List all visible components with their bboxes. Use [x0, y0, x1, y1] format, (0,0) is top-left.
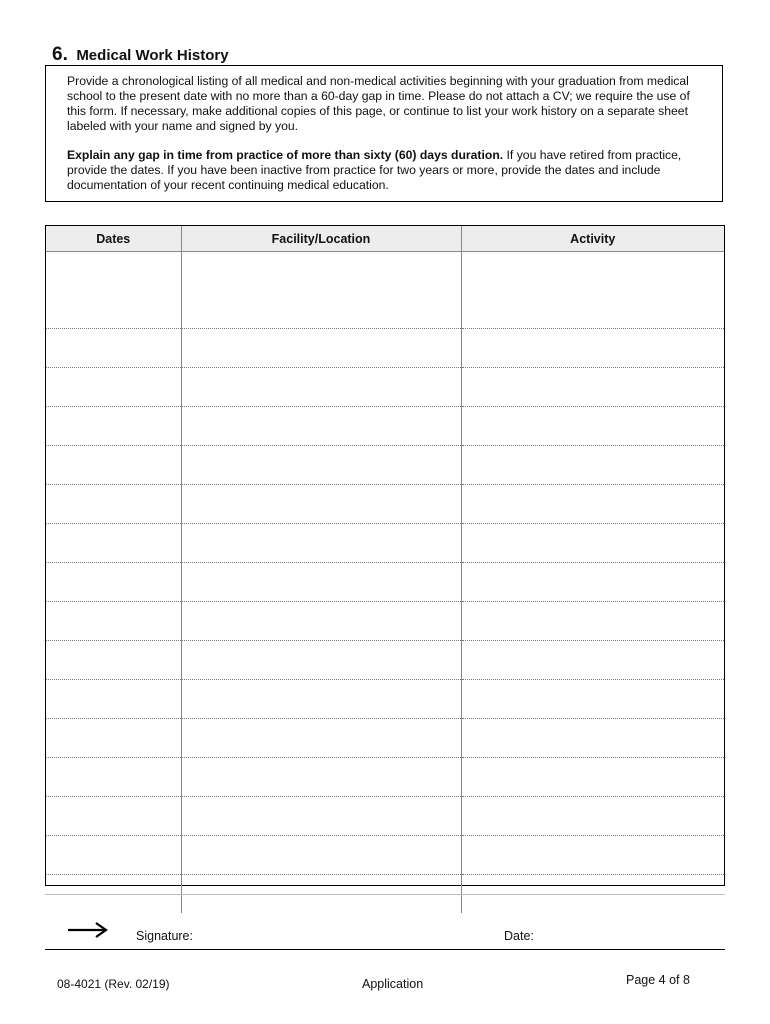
activity-cell[interactable]: [461, 836, 724, 875]
table-row: [46, 563, 724, 602]
activity-cell[interactable]: [461, 602, 724, 641]
facility-cell[interactable]: [181, 719, 461, 758]
activity-cell[interactable]: [461, 368, 724, 407]
table-row: [46, 797, 724, 836]
facility-cell[interactable]: [181, 758, 461, 797]
table-row: [46, 758, 724, 797]
activity-cell[interactable]: [461, 290, 724, 329]
activity-cell[interactable]: [461, 485, 724, 524]
dates-cell[interactable]: [46, 719, 181, 758]
footer-title: Application: [362, 977, 424, 991]
dates-cell[interactable]: [46, 758, 181, 797]
dates-cell[interactable]: [46, 602, 181, 641]
facility-cell[interactable]: [181, 602, 461, 641]
facility-cell[interactable]: [181, 446, 461, 485]
activity-cell[interactable]: [461, 797, 724, 836]
facility-cell[interactable]: [181, 329, 461, 368]
column-header-dates: Dates: [46, 226, 181, 252]
date-label: Date:: [504, 929, 534, 943]
dates-cell[interactable]: [46, 524, 181, 563]
table-row: [46, 329, 724, 368]
table-row: [46, 290, 724, 329]
table-row: [46, 641, 724, 680]
activity-cell[interactable]: [461, 407, 724, 446]
dates-cell[interactable]: [46, 368, 181, 407]
facility-cell[interactable]: [181, 836, 461, 875]
section-title: Medical Work History: [76, 47, 229, 64]
table-row: [46, 485, 724, 524]
table-row: [46, 524, 724, 563]
dates-cell[interactable]: [46, 680, 181, 719]
facility-cell[interactable]: [181, 641, 461, 680]
activity-cell[interactable]: [461, 563, 724, 602]
signature-line[interactable]: [45, 949, 725, 950]
table-row: [46, 407, 724, 446]
activity-cell[interactable]: [461, 680, 724, 719]
facility-cell[interactable]: [181, 797, 461, 836]
facility-cell[interactable]: [181, 290, 461, 329]
activity-cell[interactable]: [461, 641, 724, 680]
arrow-right-icon: [67, 921, 109, 939]
dates-cell[interactable]: [46, 563, 181, 602]
table-row: [46, 719, 724, 758]
dates-cell[interactable]: [46, 290, 181, 329]
section-number: 6.: [52, 44, 68, 65]
form-number: 08-4021 (Rev. 02/19): [57, 977, 170, 991]
facility-cell[interactable]: [181, 485, 461, 524]
dates-cell[interactable]: [46, 407, 181, 446]
work-history-table: [45, 225, 725, 886]
dates-cell[interactable]: [46, 641, 181, 680]
activity-cell[interactable]: [461, 329, 724, 368]
table-row: [46, 680, 724, 719]
separator-line: [45, 894, 725, 895]
activity-cell[interactable]: [461, 252, 724, 291]
table-row: [46, 836, 724, 875]
table-row: [46, 602, 724, 641]
gap-explanation-bold: Explain any gap in time from practice of more than sixty (60) days duration.: [67, 148, 504, 162]
facility-cell[interactable]: [181, 680, 461, 719]
instructions-box: [45, 65, 723, 202]
gap-explanation-text: If you have retired from practice, provide the dates. If you have been inactive from practice for two years or more, provide the dates and include documentation of your recent continuing medical education.: [67, 148, 682, 192]
table-header-row: [46, 226, 724, 252]
section-heading: [52, 44, 252, 66]
dates-cell[interactable]: [46, 252, 181, 291]
facility-cell[interactable]: [181, 368, 461, 407]
activity-cell[interactable]: [461, 524, 724, 563]
dates-cell[interactable]: [46, 485, 181, 524]
facility-cell[interactable]: [181, 252, 461, 291]
page-number: Page 4 of 8: [626, 973, 690, 987]
dates-cell[interactable]: [46, 329, 181, 368]
dates-cell[interactable]: [46, 836, 181, 875]
table-row: [46, 446, 724, 485]
facility-cell[interactable]: [181, 563, 461, 602]
column-header-activity: Activity: [461, 226, 724, 252]
instructions-paragraph-1: Provide a chronological listing of all medical and non-medical activities beginning with your graduation from medical school to the present date with no more than a 60-day gap in time. Please do not attach a CV; we require the use of this form. If necessary, make additional copies of this page, or continue to list your work history on a separate sheet labeled with your name and signed by you.: [67, 74, 690, 133]
facility-cell[interactable]: [181, 524, 461, 563]
signature-label: Signature:: [136, 929, 193, 943]
column-header-facility: Facility/Location: [181, 226, 461, 252]
activity-cell[interactable]: [461, 446, 724, 485]
table-row: [46, 368, 724, 407]
activity-cell[interactable]: [461, 758, 724, 797]
dates-cell[interactable]: [46, 797, 181, 836]
activity-cell[interactable]: [461, 719, 724, 758]
facility-cell[interactable]: [181, 407, 461, 446]
table-row: [46, 252, 724, 291]
instructions-paragraph-2: [67, 148, 710, 193]
dates-cell[interactable]: [46, 446, 181, 485]
